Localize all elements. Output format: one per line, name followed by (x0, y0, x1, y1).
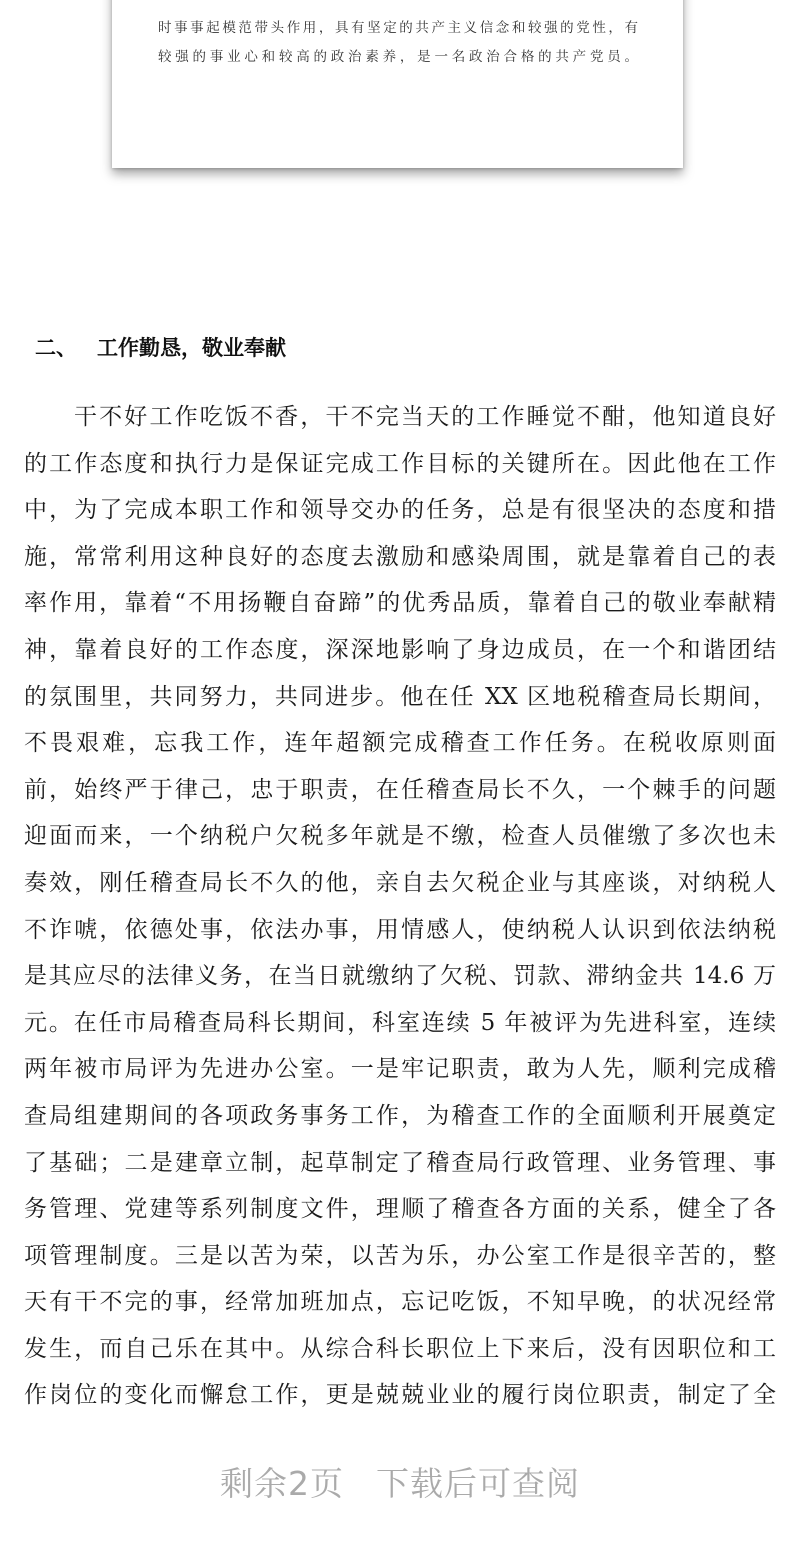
body-text-line: 不畏艰难，忘我工作，连年超额完成稽查工作任务。在税收原则面 (24, 730, 776, 757)
remaining-pages-label[interactable]: 剩余2页 (220, 1464, 344, 1503)
body-text-line: 前，始终严于律己，忠于职责，在任稽查局长不久，一个棘手的问题 (24, 776, 776, 803)
body-text-line: 作岗位的变化而懈怠工作，更是兢兢业业的履行岗位职责，制定了全 (24, 1382, 776, 1409)
body-text-line: 的氛围里，共同努力，共同进步。他在任 XX 区地税稽查局长期间， (24, 683, 776, 710)
body-paragraph (24, 394, 776, 1419)
body-text-line: 施，常常利用这种良好的态度去激励和感染周围，就是靠着自己的表 (24, 543, 776, 570)
download-hint-label[interactable]: 下载后可查阅 (376, 1464, 580, 1503)
download-prompt[interactable] (0, 1458, 800, 1505)
body-text-line: 迎面而来，一个纳税户欠税多年就是不缴，检查人员催缴了多次也未 (24, 823, 776, 850)
card-text-line: 时事事起模范带头作用，具有坚定的共产主义信念和较强的党性，有 (158, 20, 638, 36)
body-text-line: 发生，而自己乐在其中。从综合科长职位上下来后，没有因职位和工 (24, 1335, 776, 1362)
body-text-line: 神，靠着良好的工作态度，深深地影响了身边成员，在一个和谐团结 (24, 636, 776, 663)
body-text-line: 项管理制度。三是以苦为荣，以苦为乐，办公室工作是很辛苦的，整 (24, 1242, 776, 1269)
section-heading (35, 332, 286, 362)
body-text-line: 查局组建期间的各项政务事务工作，为稽查工作的全面顺利开展奠定 (24, 1102, 776, 1129)
body-text-line: 务管理、党建等系列制度文件，理顺了稽查各方面的关系，健全了各 (24, 1196, 776, 1223)
previous-page-card (112, 0, 683, 168)
card-text-line: 较强的事业心和较高的政治素养，是一名政治合格的共产党员。 (158, 49, 638, 65)
body-text-line: 中，为了完成本职工作和领导交办的任务，总是有很坚决的态度和措 (24, 497, 776, 524)
body-text-line: 率作用，靠着“不用扬鞭自奋蹄”的优秀品质，靠着自己的敬业奉献精 (24, 590, 776, 617)
body-text-line: 天有干不完的事，经常加班加点，忘记吃饭，不知早晚，的状况经常 (24, 1289, 776, 1316)
body-text-line: 是其应尽的法律义务，在当日就缴纳了欠税、罚款、滞纳金共 14.6 万 (24, 963, 776, 990)
body-text-line: 的工作态度和执行力是保证完成工作目标的关键所在。因此他在工作 (24, 450, 776, 477)
body-text-line: 两年被市局评为先进办公室。一是牢记职责，敢为人先，顺利完成稽 (24, 1056, 776, 1083)
body-text-line: 了基础；二是建章立制，起草制定了稽查局行政管理、业务管理、事 (24, 1149, 776, 1176)
body-text-line: 元。在任市局稽查局科长期间，科室连续 5 年被评为先进科室，连续 (24, 1009, 776, 1036)
body-text-line: 奏效，刚任稽查局长不久的他，亲自去欠税企业与其座谈，对纳税人 (24, 869, 776, 896)
body-text-line: 干不好工作吃饭不香，干不完当天的工作睡觉不酣，他知道良好 (74, 404, 776, 430)
body-text-line: 不诈唬，依德处事，依法办事，用情感人，使纳税人认识到依法纳税 (24, 916, 776, 943)
section-title: 工作勤恳，敬业奉献 (97, 336, 286, 360)
section-number: 二、 (35, 336, 77, 360)
